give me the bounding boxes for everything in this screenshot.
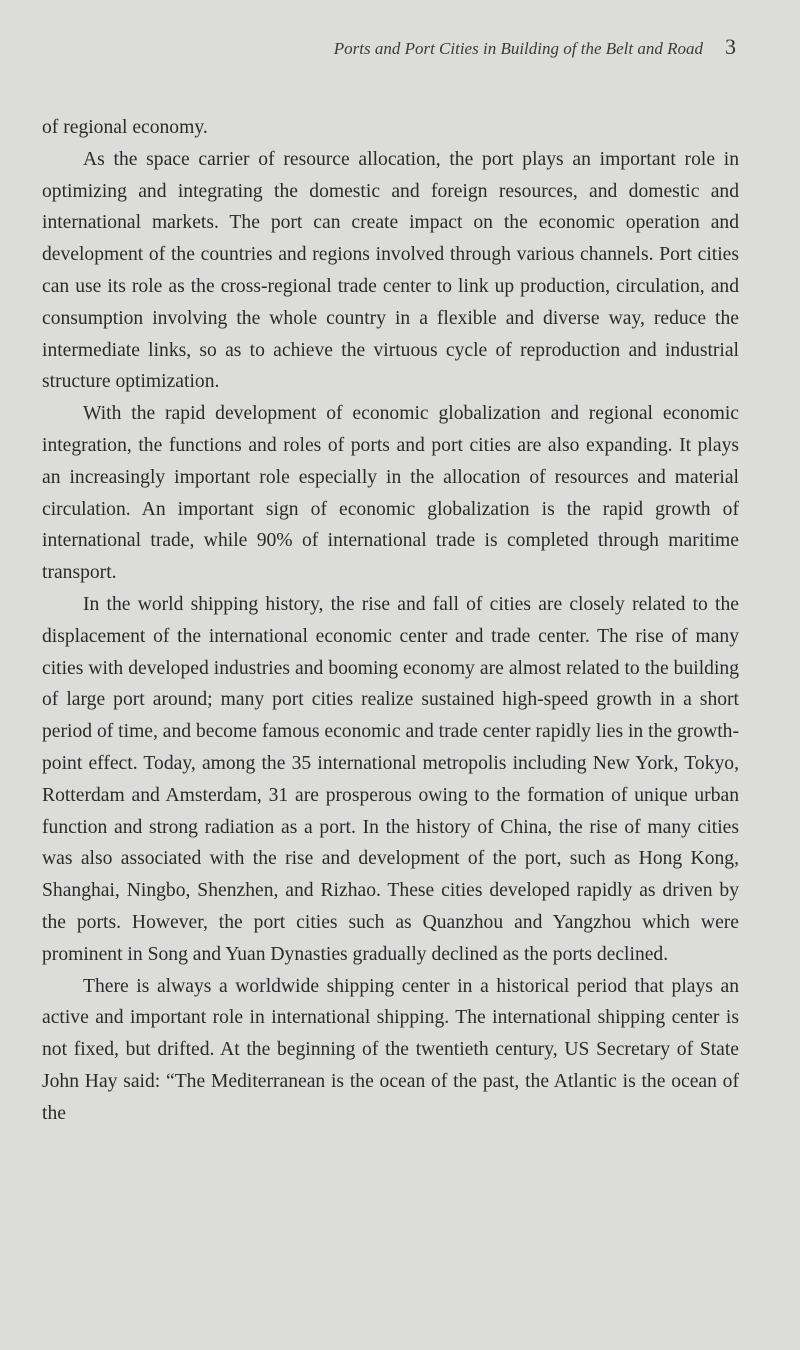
paragraph-continued: of regional economy.: [42, 117, 208, 138]
page-number: 3: [725, 34, 736, 59]
paragraph-shipping-center: There is always a worldwide shipping center in a historical period that plays an active and important role in international shipping. The international shipping center is not fixed, but drifted. At the beginning of the twentieth century, US Secretary of State John Hay said: “The Mediterranean is the ocean of the past, the Atlantic is the ocean of the: [42, 975, 739, 1124]
running-head: [334, 34, 736, 60]
body-text: [42, 112, 739, 1130]
paragraph-shipping-history: In the world shipping history, the rise and fall of cities are closely related to the displacement of the international economic center and trade center. The rise of many cities with developed industries and booming economy are almost related to the building of large port around; many port cities realize sustained high-speed growth in a short period of time, and become famous economic and trade center rapidly lies in the growth-point effect. Today, among the 35 international metropolis including New York, Tokyo, Rotterdam and Amsterdam, 31 are prosperous owing to the formation of unique urban function and strong radiation as a port. In the history of China, the rise of many cities was also associated with the rise and development of the port, such as Hong Kong, Shanghai, Ningbo, Shenzhen, and Rizhao. These cities developed rapidly as driven by the ports. However, the port cities such as Quanzhou and Yangzhou which were prominent in Song and Yuan Dynasties gradually declined as the ports declined.: [42, 593, 739, 965]
running-title: Ports and Port Cities in Building of the Belt and Road: [333, 39, 703, 58]
paragraph-globalization: With the rapid development of economic globalization and regional economic integration, the functions and roles of ports and port cities are also expanding. It plays an increasingly important role especially in the allocation of resources and material circulation. An important sign of economic globalization is the rapid growth of international trade, while 90% of international trade is completed through maritime transport.: [42, 403, 739, 584]
paragraph-port-role: As the space carrier of resource allocation, the port plays an important role in optimizing and integrating the domestic and foreign resources, and domestic and international markets. The port can create impact on the economic operation and development of the countries and regions involved through various channels. Port cities can use its role as the cross-regional trade center to link up production, circulation, and consumption involving the whole country in a flexible and diverse way, reduce the intermediate links, so as to achieve the virtuous cycle of reproduction and industrial structure optimization.: [42, 148, 739, 393]
